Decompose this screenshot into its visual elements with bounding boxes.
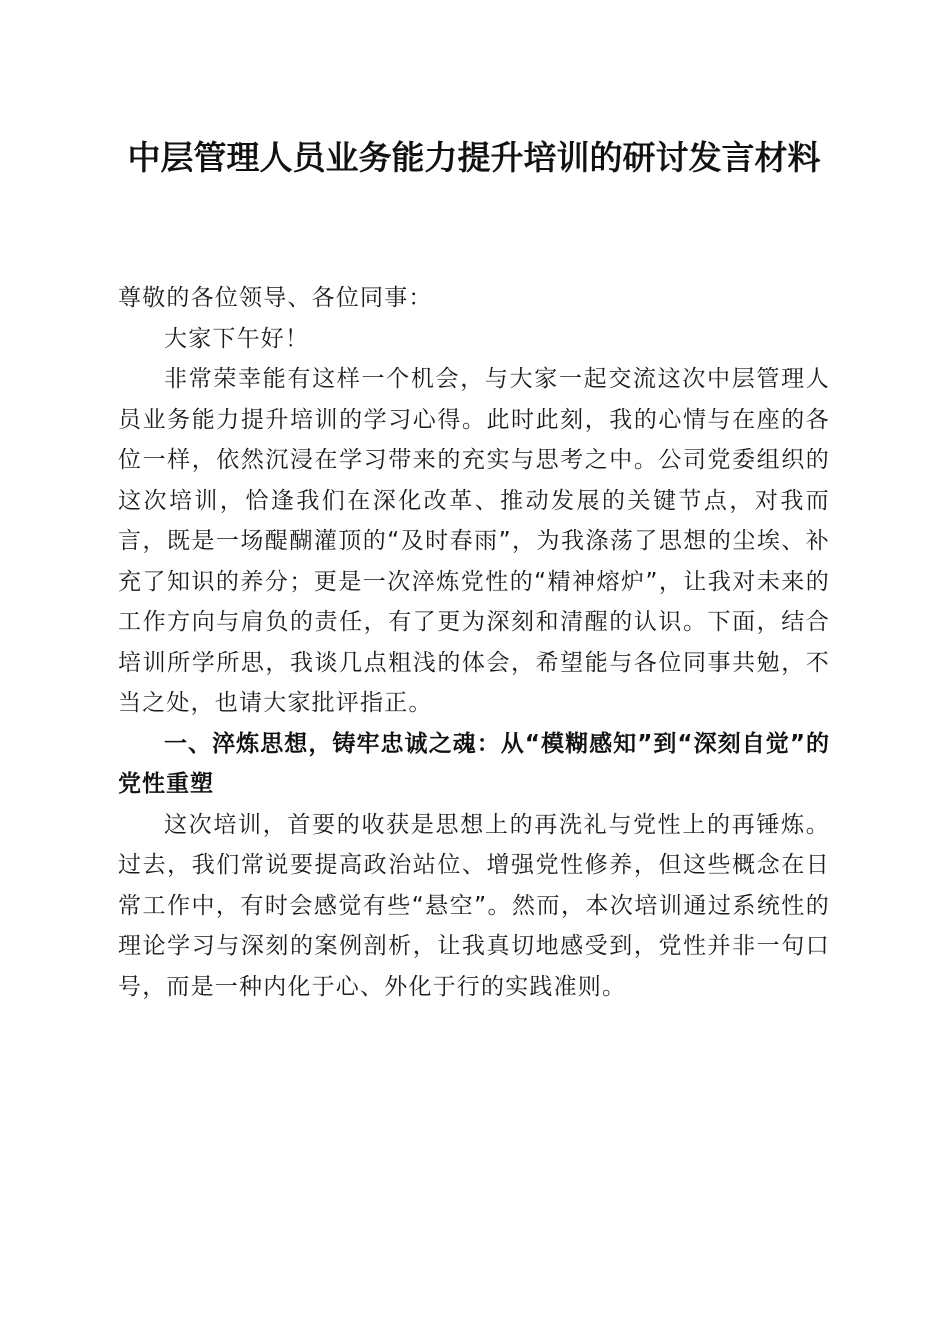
document-body	[118, 278, 830, 1007]
document-title: 中层管理人员业务能力提升培训的研讨发言材料	[127, 138, 821, 177]
section-heading: 一、淬炼思想，铸牢忠诚之魂：从“模糊感知”到“深刻自觉”的党性重塑	[118, 730, 830, 797]
greeting: 大家下午好！	[164, 325, 310, 352]
intro-paragraph: 非常荣幸能有这样一个机会，与大家一起交流这次中层管理人员业务能力提升培训的学习心得。此时此刻，我的心情与在座的各位一样，依然沉浸在学习带来的充实与思考之中。公司党委组织的这次培训，恰逢我们在深化改革、推动发展的关键节点，对我而言，既是一场醍醐灌顶的“及时春雨”，为我涤荡了思想的尘埃、补充了知识的养分；更是一次淬炼党性的“精神熔炉”，让我对未来的工作方向与肩负的责任，有了更为深刻和清醒的认识。下面，结合培训所学所思，我谈几点粗浅的体会，希望能与各位同事共勉，不当之处，也请大家批评指正。	[118, 366, 830, 716]
salutation: 尊敬的各位领导、各位同事：	[118, 285, 433, 311]
section-paragraph: 这次培训，首要的收获是思想上的再洗礼与党性上的再锤炼。过去，我们常说要提高政治站位、增强党性修养，但这些概念在日常工作中，有时会感觉有些“悬空”。然而，本次培训通过系统性的理论学习与深刻的案例剖析，让我真切地感受到，党性并非一句口号，而是一种内化于心、外化于行的实践准则。	[118, 811, 830, 1000]
